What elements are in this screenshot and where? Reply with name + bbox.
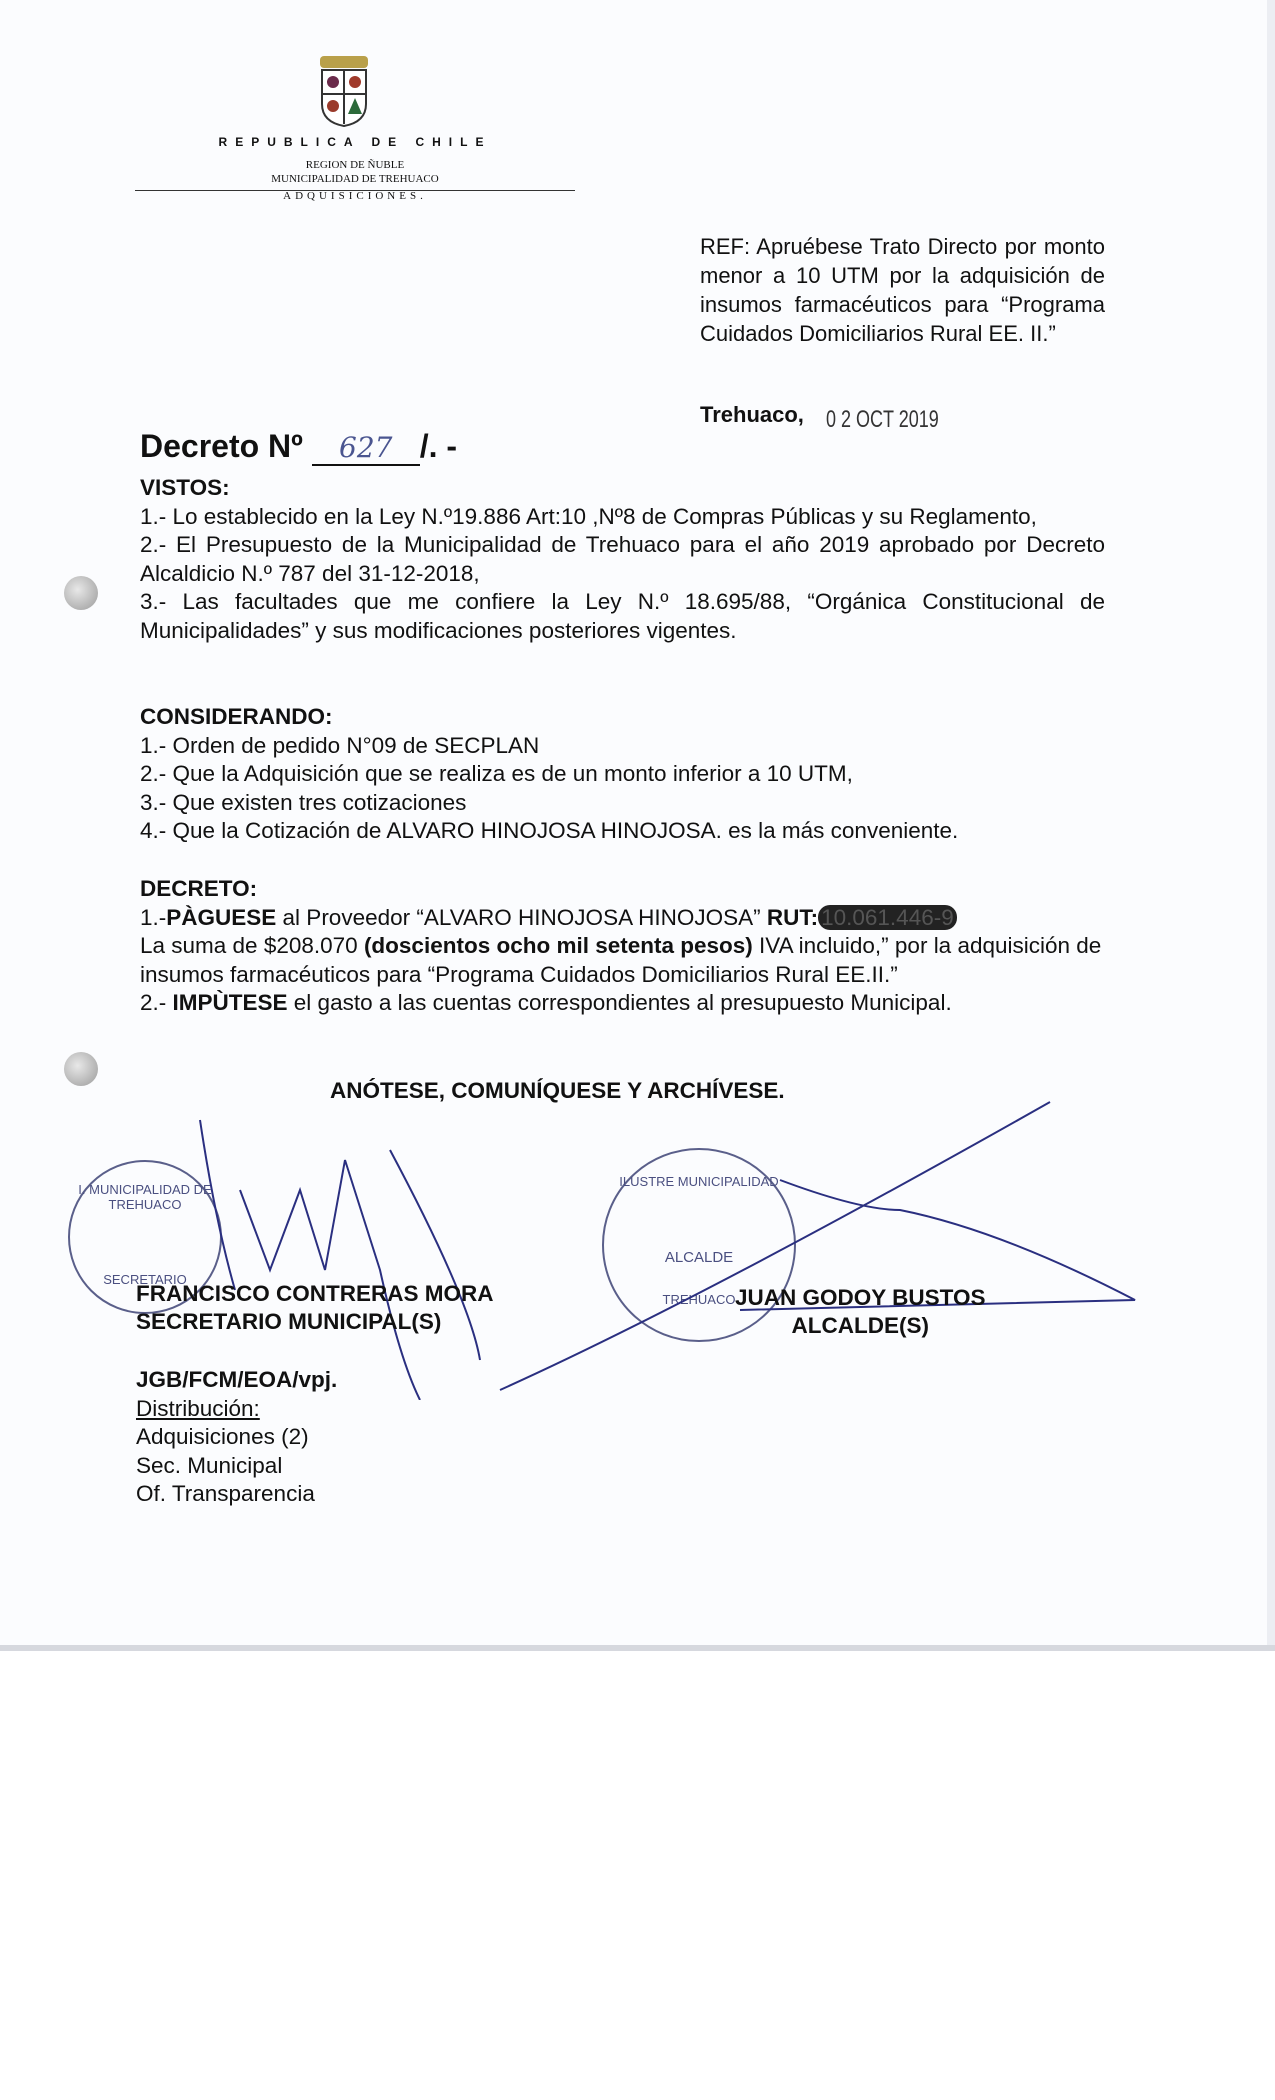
decree-suffix: /. - — [419, 428, 458, 464]
decreto-item-2 — [140, 989, 1105, 1018]
decreto-item-1 — [140, 904, 1105, 990]
place-label: Trehuaco, — [700, 402, 804, 427]
decree-label: Decreto Nº — [140, 428, 303, 464]
item-text-rest: IVA incluido,” por la adquisición de insumos farmacéuticos para “Programa Cuidados Domiciliarios Rural EE.II.” — [140, 933, 1102, 987]
handwritten-signatures — [0, 1100, 1275, 1400]
distribution-block — [136, 1366, 337, 1509]
item-text: el gasto a las cuentas correspondientes al presupuesto Municipal. — [287, 990, 952, 1015]
item-text: al Proveedor “ALVARO HINOJOSA HINOJOSA” — [276, 904, 767, 930]
reference-text: REF: Apruébese Trato Directo por monto menor a 10 UTM por la adquisición de insumos farmacéuticos para “Programa Cuidados Domiciliarios Rural EE. II.” — [700, 234, 1105, 346]
distribution-title: Distribución: — [136, 1395, 260, 1421]
considerando-title: CONSIDERANDO: — [140, 704, 333, 729]
vistos-section — [140, 474, 1105, 645]
considerando-item: 2.- Que la Adquisición que se realiza es de un monto inferior a 10 UTM, — [140, 761, 853, 786]
vistos-item: 1.- Lo establecido en la Ley N.º19.886 Art:10 ,Nº8 de Compras Públicas y su Reglamento, — [140, 503, 1037, 529]
decree-number: 627 — [312, 431, 420, 466]
country-heading: REPUBLICA DE CHILE — [218, 135, 492, 149]
punch-hole — [64, 576, 98, 610]
vistos-item: 2.- El Presupuesto de la Municipalidad de Trehuaco para el año 2019 aprobado por Decreto Alcaldicio N.º 787 del 31-12-2018, — [140, 532, 1105, 586]
distribution-item: Sec. Municipal — [136, 1452, 283, 1478]
rut-redacted: 10.061.446-9 — [818, 905, 957, 930]
item-amount-words: (doscientos ocho mil setenta pesos) — [363, 933, 753, 958]
item-verb: PÀGUESE — [166, 904, 277, 930]
signer-role: ALCALDE(S) — [791, 1313, 929, 1338]
stamp-bottom-text: TREHUACO — [662, 1292, 736, 1307]
item-number: 1.- — [140, 904, 167, 930]
decree-title — [140, 428, 457, 466]
coat-of-arms-logo — [316, 56, 372, 128]
region-name: REGION DE ÑUBLE — [305, 159, 405, 171]
stamp-inner-text: SECRETARIO — [103, 1272, 187, 1287]
item-sum: La suma de $208.070 — [140, 933, 364, 958]
distribution-item: Of. Transparencia — [136, 1481, 315, 1506]
distribution-item: Adquisiciones (2) — [136, 1424, 309, 1449]
mayor-signature-block — [735, 1284, 985, 1340]
item-number: 2.- — [140, 990, 173, 1015]
secretary-signature-block — [136, 1280, 494, 1336]
vistos-title: VISTOS: — [140, 475, 230, 500]
considerando-item: 1.- Orden de pedido N°09 de SECPLAN — [140, 732, 540, 758]
rut-label: RUT: — [766, 904, 819, 930]
municipality-name: MUNICIPALIDAD DE TREHUACO — [271, 173, 439, 185]
signer-role: SECRETARIO MUNICIPAL(S) — [136, 1309, 442, 1334]
considerando-section — [140, 703, 1105, 846]
region-heading — [135, 158, 575, 186]
signer-name: JUAN GODOY BUSTOS — [735, 1285, 986, 1310]
considerando-item: 3.- Que existen tres cotizaciones — [140, 789, 467, 815]
closing-text: ANÓTESE, COMUNÍQUESE Y ARCHÍVESE. — [330, 1078, 785, 1103]
date-stamp: 0 2 OCT 2019 — [826, 406, 939, 433]
initials: JGB/FCM/EOA/vpj. — [136, 1367, 338, 1392]
signer-name: FRANCISCO CONTRERAS MORA — [136, 1281, 494, 1306]
vistos-item: 3.- Las facultades que me confiere la Ley N.º 18.695/88, “Orgánica Constitucional de Municipalidades” y sus modificaciones posteriores vigentes. — [140, 589, 1105, 643]
stamp-inner-text: ALCALDE — [664, 1249, 734, 1266]
item-verb: IMPÙTESE — [172, 990, 288, 1015]
considerando-item: 4.- Que la Cotización de ALVARO HINOJOSA HINOJOSA. es la más conveniente. — [140, 818, 959, 843]
stamp-text: I. MUNICIPALIDAD DE TREHUACO — [78, 1182, 212, 1212]
punch-hole — [64, 1052, 98, 1086]
stamp-text: ILUSTRE MUNICIPALIDAD — [619, 1174, 779, 1189]
decreto-section — [140, 875, 1105, 1018]
decreto-title: DECRETO: — [140, 876, 258, 901]
department-name: ADQUISICIONES. — [283, 190, 427, 202]
